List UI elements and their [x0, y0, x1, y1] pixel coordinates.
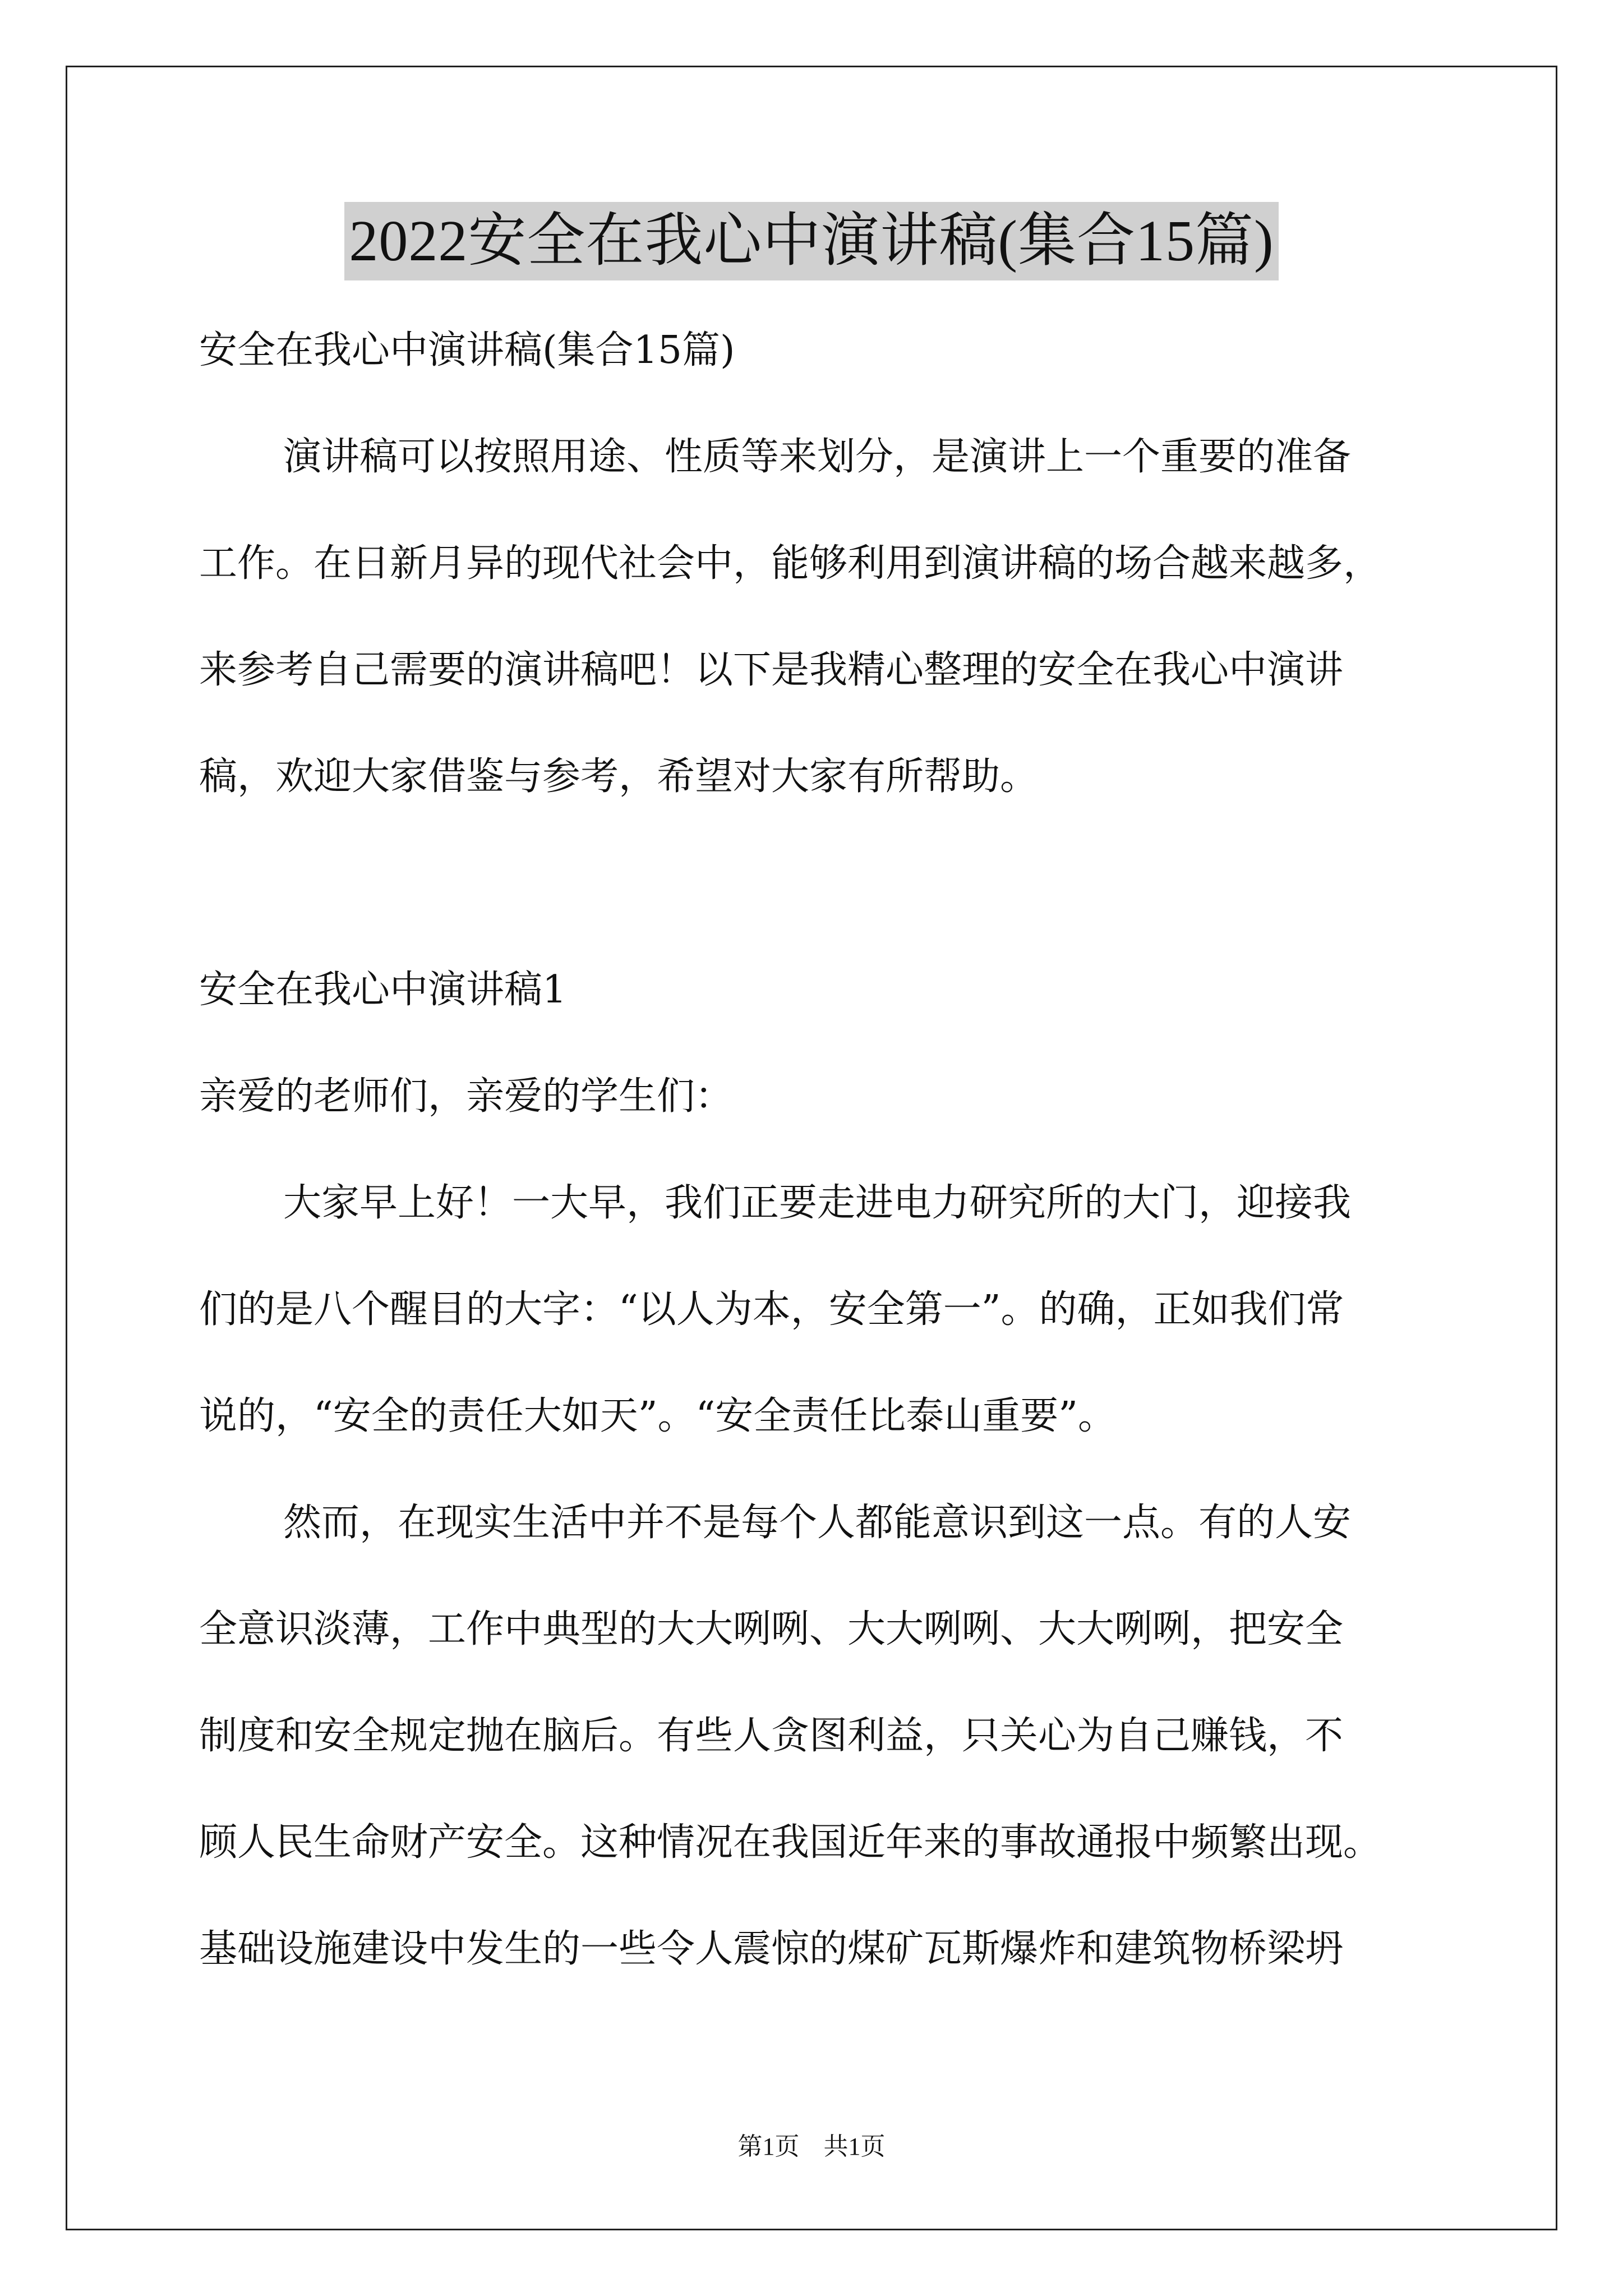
document-title: 2022安全在我心中演讲稿(集合15篇): [344, 202, 1278, 280]
paragraph-line: 然而，在现实生活中并不是每个人都能意识到这一点。有的人安: [283, 1501, 1352, 1545]
section-heading: 安全在我心中演讲稿1: [199, 968, 567, 1012]
document-body: [199, 297, 1433, 2003]
paragraph-line: 大家早上好！一大早，我们正要走进电力研究所的大门，迎接我: [283, 1181, 1352, 1225]
paragraph-line: 说的，“安全的责任大如天”。“安全责任比泰山重要”。: [199, 1394, 1117, 1438]
intro-line: 演讲稿可以按照用途、性质等来划分，是演讲上一个重要的准备: [283, 435, 1352, 479]
page-number: 第1页: [737, 2133, 800, 2160]
blank-line: [199, 830, 1433, 937]
paragraph-line: 全意识淡薄，工作中典型的大大咧咧、大大咧咧、大大咧咧，把安全: [199, 1607, 1344, 1651]
paragraph-line: 们的是八个醒目的大字：“以人为本，安全第一”。的确，正如我们常: [199, 1287, 1344, 1332]
page-total: 共1页: [823, 2133, 886, 2160]
paragraph-line: 制度和安全规定抛在脑后。有些人贪图利益，只关心为自己赚钱，不: [199, 1714, 1344, 1758]
intro-line: 工作。在日新月异的现代社会中，能够利用到演讲稿的场合越来越多，: [199, 541, 1382, 586]
paragraph-line: 顾人民生命财产安全。这种情况在我国近年来的事故通报中频繁出现。: [199, 1820, 1382, 1865]
intro-line: 来参考自己需要的演讲稿吧！以下是我精心整理的安全在我心中演讲: [199, 648, 1344, 692]
page-footer: [0, 2126, 1623, 2162]
title-wrap: [0, 202, 1623, 280]
paragraph-line: 基础设施建设中发生的一些令人震惊的煤矿瓦斯爆炸和建筑物桥梁坍: [199, 1927, 1344, 1971]
intro-line: 稿，欢迎大家借鉴与参考，希望对大家有所帮助。: [199, 754, 1039, 799]
greeting: 亲爱的老师们，亲爱的学生们：: [199, 1074, 734, 1119]
subtitle: 安全在我心中演讲稿(集合15篇): [199, 328, 735, 372]
